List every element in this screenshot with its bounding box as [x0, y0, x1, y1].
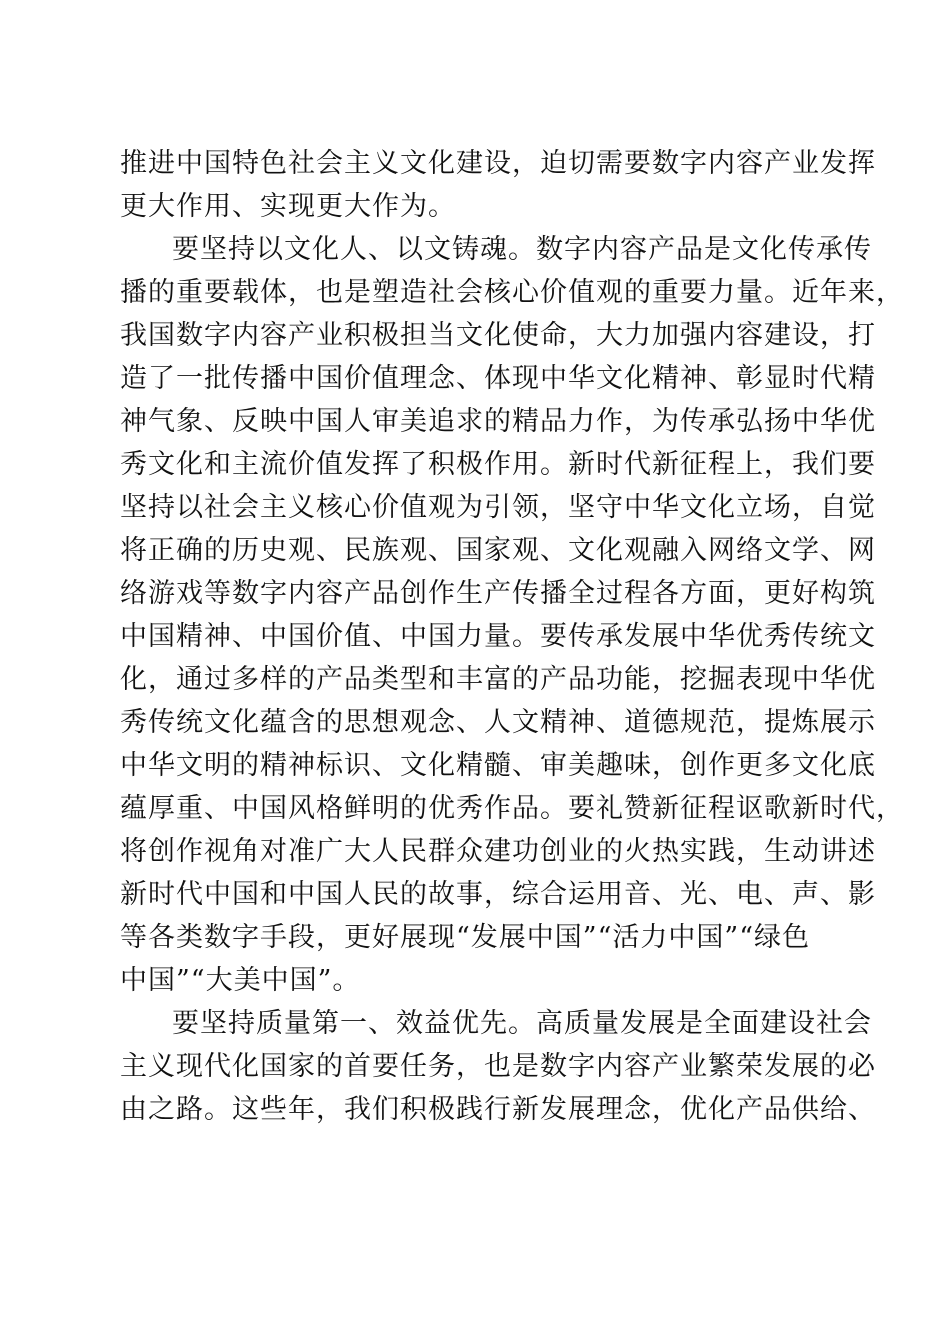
text-line: 秀文化和主流价值发挥了积极作用。新时代新征程上，我们要	[120, 449, 876, 480]
text-line: 中国”“大美中国”。	[120, 965, 361, 996]
text-line: 更大作用、实现更大作为。	[120, 191, 456, 222]
text-line: 将正确的历史观、民族观、国家观、文化观融入网络文学、网	[120, 535, 876, 566]
text-line: 化，通过多样的产品类型和丰富的产品功能，挖掘表现中华优	[120, 664, 876, 695]
text-line: 造了一批传播中国价值理念、体现中华文化精神、彰显时代精	[120, 363, 876, 394]
text-line: 秀传统文化蕴含的思想观念、人文精神、道德规范，提炼展示	[120, 707, 876, 738]
text-line: 我国数字内容产业积极担当文化使命，大力加强内容建设，打	[120, 320, 876, 351]
document-body	[120, 142, 904, 1131]
text-line: 蕴厚重、中国风格鲜明的优秀作品。要礼赞新征程讴歌新时代，	[120, 793, 904, 824]
paragraph-1	[120, 142, 876, 228]
text-line: 推进中国特色社会主义文化建设，迫切需要数字内容产业发挥	[120, 148, 876, 179]
text-line: 将创作视角对准广大人民群众建功创业的火热实践，生动讲述	[120, 836, 876, 867]
text-line: 中华文明的精神标识、文化精髓、审美趣味，创作更多文化底	[120, 750, 876, 781]
text-line: 由之路。这些年，我们积极践行新发展理念，优化产品供给、	[120, 1094, 876, 1125]
text-line: 播的重要载体，也是塑造社会核心价值观的重要力量。近年来，	[120, 277, 904, 308]
text-line: 神气象、反映中国人审美追求的精品力作，为传承弘扬中华优	[120, 406, 876, 437]
text-line: 要坚持以文化人、以文铸魂。数字内容产品是文化传承传	[172, 234, 872, 265]
paragraph-2	[120, 228, 904, 1002]
text-line: 中国精神、中国价值、中国力量。要传承发展中华优秀传统文	[120, 621, 876, 652]
text-line: 等各类数字手段，更好展现“发展中国”“活力中国”“绿色	[120, 922, 811, 953]
text-line: 络游戏等数字内容产品创作生产传播全过程各方面，更好构筑	[120, 578, 876, 609]
paragraph-3	[120, 1002, 876, 1131]
text-line: 要坚持质量第一、效益优先。高质量发展是全面建设社会	[172, 1008, 872, 1039]
text-line: 坚持以社会主义核心价值观为引领，坚守中华文化立场，自觉	[120, 492, 876, 523]
text-line: 主义现代化国家的首要任务，也是数字内容产业繁荣发展的必	[120, 1051, 876, 1082]
text-line: 新时代中国和中国人民的故事，综合运用音、光、电、声、影	[120, 879, 876, 910]
